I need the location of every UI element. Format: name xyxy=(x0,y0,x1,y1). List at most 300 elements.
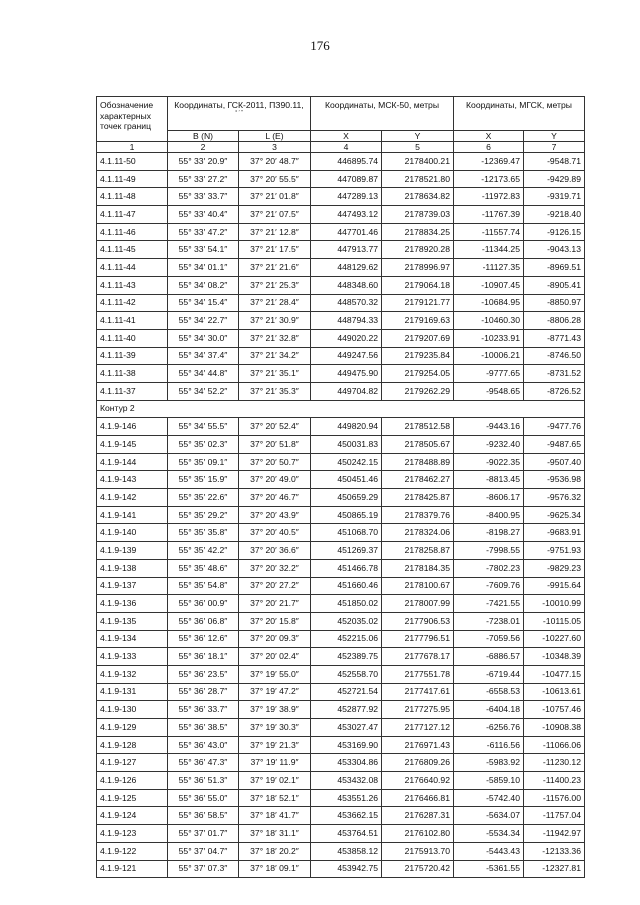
point-id-cell: 4.1.11-39 xyxy=(97,347,168,365)
latitude-cell: 55° 37′ 04.7″ xyxy=(168,842,239,860)
table-row xyxy=(97,294,585,312)
table-row xyxy=(97,825,585,843)
longitude-cell: 37° 20′ 02.4″ xyxy=(239,648,311,666)
column-number: 1 xyxy=(97,142,168,153)
table-row xyxy=(97,259,585,277)
msk-x-cell: 453169.90 xyxy=(311,736,382,754)
point-id-cell: 4.1.9-132 xyxy=(97,665,168,683)
msk-y-cell: 2178920.28 xyxy=(382,241,454,259)
msk-x-cell: 449820.94 xyxy=(311,418,382,436)
mgsk-y-cell: -9829.23 xyxy=(524,559,585,577)
header-col-mgsk-x: X xyxy=(454,131,524,142)
mgsk-y-cell: -8905.41 xyxy=(524,276,585,294)
msk-y-cell: 2178462.27 xyxy=(382,471,454,489)
latitude-cell: 55° 33′ 47.2″ xyxy=(168,223,239,241)
longitude-cell: 37° 19′ 11.9″ xyxy=(239,754,311,772)
mgsk-y-cell: -11230.12 xyxy=(524,754,585,772)
point-id-cell: 4.1.9-134 xyxy=(97,630,168,648)
mgsk-y-cell: -10115.05 xyxy=(524,612,585,630)
mgsk-y-cell: -10908.38 xyxy=(524,719,585,737)
point-id-cell: 4.1.11-47 xyxy=(97,206,168,224)
table-row xyxy=(97,453,585,471)
longitude-cell: 37° 20′ 48.7″ xyxy=(239,153,311,171)
mgsk-x-cell: -7609.76 xyxy=(454,577,524,595)
latitude-cell: 55° 35′ 48.6″ xyxy=(168,559,239,577)
mgsk-x-cell: -9022.35 xyxy=(454,453,524,471)
header-point-designation: Обозначение характерных точек границ xyxy=(97,97,168,142)
msk-y-cell: 2179207.69 xyxy=(382,329,454,347)
msk-y-cell: 2178505.67 xyxy=(382,436,454,454)
mgsk-x-cell: -5634.07 xyxy=(454,807,524,825)
longitude-cell: 37° 21′ 07.5″ xyxy=(239,206,311,224)
msk-x-cell: 452721.54 xyxy=(311,683,382,701)
latitude-cell: 55° 36′ 47.3″ xyxy=(168,754,239,772)
table-row xyxy=(97,789,585,807)
msk-y-cell: 2177127.12 xyxy=(382,719,454,737)
table-row xyxy=(97,471,585,489)
mgsk-x-cell: -12369.47 xyxy=(454,153,524,171)
latitude-cell: 55° 35′ 35.8″ xyxy=(168,524,239,542)
table-row xyxy=(97,276,585,294)
table-row xyxy=(97,701,585,719)
msk-x-cell: 451660.46 xyxy=(311,577,382,595)
mgsk-x-cell: -8813.45 xyxy=(454,471,524,489)
mgsk-x-cell: -11344.25 xyxy=(454,241,524,259)
latitude-cell: 55° 33′ 33.7″ xyxy=(168,188,239,206)
longitude-cell: 37° 21′ 12.8″ xyxy=(239,223,311,241)
point-id-cell: 4.1.9-129 xyxy=(97,719,168,737)
latitude-cell: 55° 35′ 54.8″ xyxy=(168,577,239,595)
table-row xyxy=(97,736,585,754)
msk-x-cell: 449020.22 xyxy=(311,329,382,347)
msk-y-cell: 2179262.29 xyxy=(382,382,454,400)
point-id-cell: 4.1.9-125 xyxy=(97,789,168,807)
table-row xyxy=(97,170,585,188)
mgsk-y-cell: -9507.40 xyxy=(524,453,585,471)
longitude-cell: 37° 20′ 55.5″ xyxy=(239,170,311,188)
table-row xyxy=(97,206,585,224)
latitude-cell: 55° 35′ 02.3″ xyxy=(168,436,239,454)
mgsk-x-cell: -7802.23 xyxy=(454,559,524,577)
table-row xyxy=(97,577,585,595)
mgsk-x-cell: -6558.53 xyxy=(454,683,524,701)
table-row xyxy=(97,382,585,400)
point-id-cell: 4.1.9-133 xyxy=(97,648,168,666)
msk-y-cell: 2177551.78 xyxy=(382,665,454,683)
point-id-cell: 4.1.11-45 xyxy=(97,241,168,259)
msk-x-cell: 453304.86 xyxy=(311,754,382,772)
msk-x-cell: 451850.02 xyxy=(311,595,382,613)
point-id-cell: 4.1.9-130 xyxy=(97,701,168,719)
msk-x-cell: 450865.19 xyxy=(311,506,382,524)
longitude-cell: 37° 19′ 55.0″ xyxy=(239,665,311,683)
table-row xyxy=(97,329,585,347)
mgsk-y-cell: -9751.93 xyxy=(524,542,585,560)
point-id-cell: 4.1.11-37 xyxy=(97,382,168,400)
point-id-cell: 4.1.9-138 xyxy=(97,559,168,577)
longitude-cell: 37° 18′ 31.1″ xyxy=(239,825,311,843)
point-id-cell: 4.1.11-43 xyxy=(97,276,168,294)
msk-y-cell: 2179121.77 xyxy=(382,294,454,312)
msk-y-cell: 2178324.06 xyxy=(382,524,454,542)
header-gsk-group xyxy=(168,97,311,131)
mgsk-x-cell: -11127.35 xyxy=(454,259,524,277)
table-row xyxy=(97,312,585,330)
latitude-cell: 55° 33′ 27.2″ xyxy=(168,170,239,188)
table-row xyxy=(97,648,585,666)
longitude-cell: 37° 20′ 46.7″ xyxy=(239,489,311,507)
mgsk-x-cell: -7059.56 xyxy=(454,630,524,648)
longitude-cell: 37° 21′ 30.9″ xyxy=(239,312,311,330)
table-row xyxy=(97,365,585,383)
msk-x-cell: 453551.26 xyxy=(311,789,382,807)
msk-y-cell: 2178100.67 xyxy=(382,577,454,595)
longitude-cell: 37° 20′ 51.8″ xyxy=(239,436,311,454)
mgsk-y-cell: -9576.32 xyxy=(524,489,585,507)
mgsk-x-cell: -6256.76 xyxy=(454,719,524,737)
point-id-cell: 4.1.9-137 xyxy=(97,577,168,595)
coordinates-table xyxy=(96,96,585,878)
msk-x-cell: 447701.46 xyxy=(311,223,382,241)
table-row xyxy=(97,612,585,630)
msk-y-cell: 2178739.03 xyxy=(382,206,454,224)
table-row xyxy=(97,223,585,241)
mgsk-y-cell: -10757.46 xyxy=(524,701,585,719)
mgsk-y-cell: -11942.97 xyxy=(524,825,585,843)
column-number: 2 xyxy=(168,142,239,153)
point-id-cell: 4.1.11-38 xyxy=(97,365,168,383)
msk-x-cell: 451269.37 xyxy=(311,542,382,560)
msk-y-cell: 2178258.87 xyxy=(382,542,454,560)
point-id-cell: 4.1.9-144 xyxy=(97,453,168,471)
mgsk-y-cell: -8746.50 xyxy=(524,347,585,365)
mgsk-x-cell: -11557.74 xyxy=(454,223,524,241)
longitude-cell: 37° 21′ 28.4″ xyxy=(239,294,311,312)
msk-x-cell: 452558.70 xyxy=(311,665,382,683)
point-id-cell: 4.1.9-121 xyxy=(97,860,168,878)
point-id-cell: 4.1.9-128 xyxy=(97,736,168,754)
point-id-cell: 4.1.9-140 xyxy=(97,524,168,542)
msk-y-cell: 2178400.21 xyxy=(382,153,454,171)
table-row xyxy=(97,559,585,577)
mgsk-x-cell: -5983.92 xyxy=(454,754,524,772)
table-row xyxy=(97,807,585,825)
msk-y-cell: 2177678.17 xyxy=(382,648,454,666)
msk-x-cell: 452215.06 xyxy=(311,630,382,648)
column-number: 3 xyxy=(239,142,311,153)
mgsk-x-cell: -6404.18 xyxy=(454,701,524,719)
mgsk-y-cell: -9915.64 xyxy=(524,577,585,595)
msk-y-cell: 2176466.81 xyxy=(382,789,454,807)
mgsk-y-cell: -11066.06 xyxy=(524,736,585,754)
msk-y-cell: 2178834.25 xyxy=(382,223,454,241)
latitude-cell: 55° 36′ 18.1″ xyxy=(168,648,239,666)
header-col-msk-x: X xyxy=(311,131,382,142)
column-number: 7 xyxy=(524,142,585,153)
mgsk-y-cell: -8731.52 xyxy=(524,365,585,383)
longitude-cell: 37° 21′ 01.8″ xyxy=(239,188,311,206)
longitude-cell: 37° 20′ 50.7″ xyxy=(239,453,311,471)
point-id-cell: 4.1.9-122 xyxy=(97,842,168,860)
msk-y-cell: 2176809.26 xyxy=(382,754,454,772)
msk-x-cell: 447493.12 xyxy=(311,206,382,224)
mgsk-y-cell: -12133.36 xyxy=(524,842,585,860)
point-id-cell: 4.1.11-42 xyxy=(97,294,168,312)
mgsk-x-cell: -7421.55 xyxy=(454,595,524,613)
page-number: 176 xyxy=(310,38,330,53)
mgsk-x-cell: -10233.91 xyxy=(454,329,524,347)
longitude-cell: 37° 20′ 15.8″ xyxy=(239,612,311,630)
table-body-section-label xyxy=(97,400,585,418)
msk-y-cell: 2177796.51 xyxy=(382,630,454,648)
latitude-cell: 55° 34′ 30.0″ xyxy=(168,329,239,347)
msk-x-cell: 453858.12 xyxy=(311,842,382,860)
longitude-cell: 37° 20′ 52.4″ xyxy=(239,418,311,436)
latitude-cell: 55° 35′ 42.2″ xyxy=(168,542,239,560)
point-id-cell: 4.1.11-40 xyxy=(97,329,168,347)
longitude-cell: 37° 18′ 41.7″ xyxy=(239,807,311,825)
point-id-cell: 4.1.9-143 xyxy=(97,471,168,489)
msk-x-cell: 447913.77 xyxy=(311,241,382,259)
mgsk-y-cell: -9548.71 xyxy=(524,153,585,171)
point-id-cell: 4.1.9-141 xyxy=(97,506,168,524)
table-row xyxy=(97,153,585,171)
msk-x-cell: 453432.08 xyxy=(311,772,382,790)
latitude-cell: 55° 35′ 15.9″ xyxy=(168,471,239,489)
msk-y-cell: 2178184.35 xyxy=(382,559,454,577)
mgsk-y-cell: -10227.60 xyxy=(524,630,585,648)
latitude-cell: 55° 33′ 40.4″ xyxy=(168,206,239,224)
latitude-cell: 55° 36′ 55.0″ xyxy=(168,789,239,807)
longitude-cell: 37° 18′ 52.1″ xyxy=(239,789,311,807)
mgsk-x-cell: -9443.16 xyxy=(454,418,524,436)
point-id-cell: 4.1.11-49 xyxy=(97,170,168,188)
latitude-cell: 55° 36′ 38.5″ xyxy=(168,719,239,737)
table-row xyxy=(97,683,585,701)
section-label: Контур 2 xyxy=(97,400,585,418)
column-number: 5 xyxy=(382,142,454,153)
mgsk-y-cell: -9429.89 xyxy=(524,170,585,188)
point-id-cell: 4.1.11-48 xyxy=(97,188,168,206)
table-row xyxy=(97,595,585,613)
mgsk-y-cell: -9536.98 xyxy=(524,471,585,489)
longitude-cell: 37° 21′ 32.8″ xyxy=(239,329,311,347)
mgsk-y-cell: -8806.28 xyxy=(524,312,585,330)
mgsk-y-cell: -11400.23 xyxy=(524,772,585,790)
header-msk-group: Координаты, МСК-50, метры xyxy=(311,97,454,131)
latitude-cell: 55° 36′ 58.5″ xyxy=(168,807,239,825)
mgsk-x-cell: -6719.44 xyxy=(454,665,524,683)
mgsk-x-cell: -12173.65 xyxy=(454,170,524,188)
table-row xyxy=(97,630,585,648)
mgsk-x-cell: -10006.21 xyxy=(454,347,524,365)
mgsk-y-cell: -9625.34 xyxy=(524,506,585,524)
longitude-cell: 37° 19′ 21.3″ xyxy=(239,736,311,754)
msk-x-cell: 449704.82 xyxy=(311,382,382,400)
header-col-l: L (E) xyxy=(239,131,311,142)
point-id-cell: 4.1.9-135 xyxy=(97,612,168,630)
latitude-cell: 55° 34′ 22.7″ xyxy=(168,312,239,330)
latitude-cell: 55° 36′ 06.8″ xyxy=(168,612,239,630)
longitude-cell: 37° 20′ 27.2″ xyxy=(239,577,311,595)
header-col-msk-y: Y xyxy=(382,131,454,142)
longitude-cell: 37° 19′ 38.9″ xyxy=(239,701,311,719)
longitude-cell: 37° 19′ 02.1″ xyxy=(239,772,311,790)
msk-x-cell: 447289.13 xyxy=(311,188,382,206)
mgsk-x-cell: -5859.10 xyxy=(454,772,524,790)
latitude-cell: 55° 34′ 52.2″ xyxy=(168,382,239,400)
mgsk-x-cell: -6116.56 xyxy=(454,736,524,754)
mgsk-x-cell: -9232.40 xyxy=(454,436,524,454)
mgsk-y-cell: -10010.99 xyxy=(524,595,585,613)
mgsk-x-cell: -5742.40 xyxy=(454,789,524,807)
mgsk-y-cell: -10348.39 xyxy=(524,648,585,666)
mgsk-y-cell: -12327.81 xyxy=(524,860,585,878)
latitude-cell: 55° 34′ 01.1″ xyxy=(168,259,239,277)
mgsk-x-cell: -5443.43 xyxy=(454,842,524,860)
mgsk-y-cell: -9218.40 xyxy=(524,206,585,224)
msk-x-cell: 450451.46 xyxy=(311,471,382,489)
msk-y-cell: 2179235.84 xyxy=(382,347,454,365)
point-id-cell: 4.1.9-139 xyxy=(97,542,168,560)
longitude-cell: 37° 19′ 47.2″ xyxy=(239,683,311,701)
msk-x-cell: 448129.62 xyxy=(311,259,382,277)
longitude-cell: 37° 18′ 20.2″ xyxy=(239,842,311,860)
mgsk-x-cell: -10460.30 xyxy=(454,312,524,330)
header-col-mgsk-y: Y xyxy=(524,131,585,142)
msk-y-cell: 2179254.05 xyxy=(382,365,454,383)
mgsk-y-cell: -9126.15 xyxy=(524,223,585,241)
table-row xyxy=(97,436,585,454)
msk-y-cell: 2177906.53 xyxy=(382,612,454,630)
msk-x-cell: 450659.29 xyxy=(311,489,382,507)
longitude-cell: 37° 20′ 32.2″ xyxy=(239,559,311,577)
longitude-cell: 37° 20′ 40.5″ xyxy=(239,524,311,542)
latitude-cell: 55° 34′ 08.2″ xyxy=(168,276,239,294)
msk-y-cell: 2178488.89 xyxy=(382,453,454,471)
latitude-cell: 55° 36′ 23.5″ xyxy=(168,665,239,683)
mgsk-y-cell: -9683.91 xyxy=(524,524,585,542)
latitude-cell: 55° 37′ 01.7″ xyxy=(168,825,239,843)
point-id-cell: 4.1.9-127 xyxy=(97,754,168,772)
point-id-cell: 4.1.9-124 xyxy=(97,807,168,825)
longitude-cell: 37° 20′ 21.7″ xyxy=(239,595,311,613)
table-row xyxy=(97,241,585,259)
msk-y-cell: 2179064.18 xyxy=(382,276,454,294)
mgsk-x-cell: -7998.55 xyxy=(454,542,524,560)
msk-x-cell: 446895.74 xyxy=(311,153,382,171)
mgsk-y-cell: -10477.15 xyxy=(524,665,585,683)
latitude-cell: 55° 36′ 00.9″ xyxy=(168,595,239,613)
latitude-cell: 55° 37′ 07.3″ xyxy=(168,860,239,878)
mgsk-y-cell: -8850.97 xyxy=(524,294,585,312)
mgsk-x-cell: -11972.83 xyxy=(454,188,524,206)
mgsk-y-cell: -8969.51 xyxy=(524,259,585,277)
longitude-cell: 37° 21′ 34.2″ xyxy=(239,347,311,365)
longitude-cell: 37° 20′ 36.6″ xyxy=(239,542,311,560)
mgsk-x-cell: -6886.57 xyxy=(454,648,524,666)
table-row xyxy=(97,188,585,206)
latitude-cell: 55° 34′ 44.8″ xyxy=(168,365,239,383)
mgsk-y-cell: -9477.76 xyxy=(524,418,585,436)
msk-y-cell: 2175913.70 xyxy=(382,842,454,860)
longitude-cell: 37° 18′ 09.1″ xyxy=(239,860,311,878)
msk-x-cell: 451068.70 xyxy=(311,524,382,542)
longitude-cell: 37° 21′ 35.3″ xyxy=(239,382,311,400)
header-gsk-units: ° ′ ″ xyxy=(235,109,243,116)
msk-y-cell: 2176971.43 xyxy=(382,736,454,754)
mgsk-x-cell: -8198.27 xyxy=(454,524,524,542)
table-row xyxy=(97,754,585,772)
msk-x-cell: 452389.75 xyxy=(311,648,382,666)
mgsk-x-cell: -9548.65 xyxy=(454,382,524,400)
mgsk-y-cell: -10613.61 xyxy=(524,683,585,701)
longitude-cell: 37° 20′ 43.9″ xyxy=(239,506,311,524)
point-id-cell: 4.1.11-50 xyxy=(97,153,168,171)
msk-x-cell: 453764.51 xyxy=(311,825,382,843)
longitude-cell: 37° 21′ 21.6″ xyxy=(239,259,311,277)
longitude-cell: 37° 19′ 30.3″ xyxy=(239,719,311,737)
msk-x-cell: 448348.60 xyxy=(311,276,382,294)
latitude-cell: 55° 36′ 12.6″ xyxy=(168,630,239,648)
point-id-cell: 4.1.9-126 xyxy=(97,772,168,790)
msk-y-cell: 2178634.82 xyxy=(382,188,454,206)
mgsk-y-cell: -11757.04 xyxy=(524,807,585,825)
msk-x-cell: 450242.15 xyxy=(311,453,382,471)
header-col-b: B (N) xyxy=(168,131,239,142)
latitude-cell: 55° 33′ 54.1″ xyxy=(168,241,239,259)
mgsk-y-cell: -11576.00 xyxy=(524,789,585,807)
msk-y-cell: 2175720.42 xyxy=(382,860,454,878)
longitude-cell: 37° 21′ 17.5″ xyxy=(239,241,311,259)
msk-x-cell: 449475.90 xyxy=(311,365,382,383)
point-id-cell: 4.1.11-44 xyxy=(97,259,168,277)
mgsk-y-cell: -8771.43 xyxy=(524,329,585,347)
msk-x-cell: 448794.33 xyxy=(311,312,382,330)
msk-y-cell: 2177275.95 xyxy=(382,701,454,719)
msk-y-cell: 2179169.63 xyxy=(382,312,454,330)
mgsk-x-cell: -5361.55 xyxy=(454,860,524,878)
table-row xyxy=(97,524,585,542)
table-row xyxy=(97,665,585,683)
msk-x-cell: 452877.92 xyxy=(311,701,382,719)
latitude-cell: 55° 34′ 15.4″ xyxy=(168,294,239,312)
msk-y-cell: 2176102.80 xyxy=(382,825,454,843)
table-row xyxy=(97,860,585,878)
mgsk-x-cell: -10907.45 xyxy=(454,276,524,294)
msk-x-cell: 453027.47 xyxy=(311,719,382,737)
msk-y-cell: 2178425.87 xyxy=(382,489,454,507)
table-row xyxy=(97,542,585,560)
point-id-cell: 4.1.9-136 xyxy=(97,595,168,613)
mgsk-x-cell: -10684.95 xyxy=(454,294,524,312)
table-body-contour-1 xyxy=(97,153,585,401)
point-id-cell: 4.1.9-123 xyxy=(97,825,168,843)
msk-x-cell: 448570.32 xyxy=(311,294,382,312)
column-number: 6 xyxy=(454,142,524,153)
msk-y-cell: 2178512.58 xyxy=(382,418,454,436)
latitude-cell: 55° 34′ 55.5″ xyxy=(168,418,239,436)
point-id-cell: 4.1.11-46 xyxy=(97,223,168,241)
latitude-cell: 55° 34′ 37.4″ xyxy=(168,347,239,365)
mgsk-y-cell: -9487.65 xyxy=(524,436,585,454)
latitude-cell: 55° 36′ 51.3″ xyxy=(168,772,239,790)
msk-y-cell: 2178521.80 xyxy=(382,170,454,188)
mgsk-x-cell: -9777.65 xyxy=(454,365,524,383)
msk-x-cell: 453942.75 xyxy=(311,860,382,878)
msk-y-cell: 2177417.61 xyxy=(382,683,454,701)
msk-x-cell: 447089.87 xyxy=(311,170,382,188)
